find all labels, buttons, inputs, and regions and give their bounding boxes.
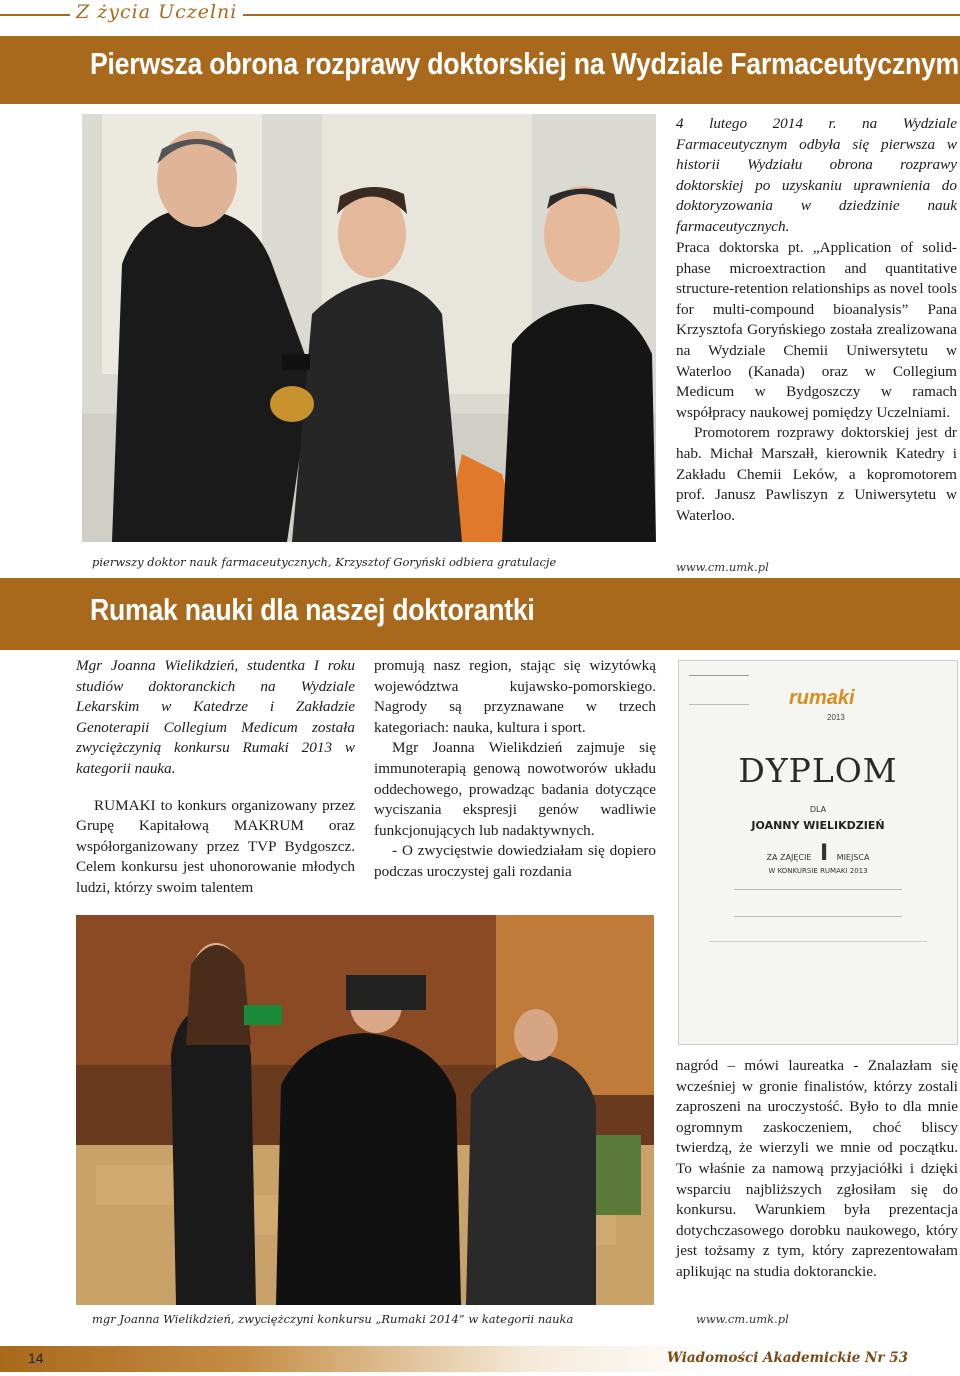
article1-source: www.cm.umk.pl [676, 560, 769, 574]
diploma-signatures [709, 941, 927, 1001]
diploma-logo-year: 2013 [827, 713, 845, 722]
diploma-title: DYPLOM [738, 751, 898, 790]
diploma-signature-mark [689, 675, 749, 705]
article2-col2-paragraph-1: promują nasz region, stając się wizytówką województwa kujawsko-pomorskiego. Nagrody są przyznawane w trzech kategoriach: nauka, kultura i sport. [374, 657, 656, 736]
article2-col2-paragraph-3: - O zwycięstwie dowiedziałam się dopiero podczas uroczystej gali rozdania [374, 842, 656, 880]
diploma-place-number: I [819, 841, 829, 866]
diploma-text-lines [734, 889, 902, 917]
article1-photo-caption: pierwszy doktor nauk farmaceutycznych, Krzysztof Goryński odbiera gratulacje [92, 555, 557, 569]
article1-title: Pierwsza obrona rozprawy doktorskiej na Wydziale Farmaceutycznym [90, 46, 960, 81]
article1-photo [82, 114, 656, 542]
article2-title-banner [0, 578, 960, 650]
diploma-place-prefix: ZA ZAJĘCIE [766, 853, 812, 862]
article2-lead: Mgr Joanna Wielikdzień, studentka I roku studiów doktoranckich na Wydziale Lekarskim w Katedrze i Zakładzie Genoterapii Collegium Medicum została zwyciężczynią konkursu Rumaki 2013 w kategorii nauka. [76, 657, 355, 777]
diploma-place [679, 841, 957, 866]
article2-column-1 [76, 656, 355, 899]
article1-body [676, 238, 957, 526]
diploma-image [678, 660, 958, 1045]
diploma-logo: rumaki [789, 687, 855, 709]
article2-title: Rumak nauki dla naszej doktorantki [90, 592, 535, 627]
article2-col3-paragraph: nagród – mówi laureatka - Znalazłam się wcześniej w gronie finalistów, którzy zostali zaproszeni na uroczystość. Było to dla mnie ogromnym zaskoczeniem, choć bliscy twierdzą, że wierzyli we mnie od początku. To właśnie za namową przyjaciółki i dzięki wsparciu najbliższych zgłosiłam się do konkursu. Warunkiem była prezentacja dotychczasowego dorobku naukowego, który jest tożsamy z tym, który zaprezentowałam aplikując na studia doktoranckie. [676, 1057, 958, 1280]
article1-lead: 4 lutego 2014 r. na Wydziale Farmaceutycznym odbyła się pierwsza w historii Wydziału obrona rozprawy doktorskiej po uzyskaniu uprawnienia do doktoryzowania w dziedzinie nauk farmaceutycznych. [676, 115, 957, 235]
article1-body-paragraph-2: Promotorem rozprawy doktorskiej jest dr hab. Michał Marszałł, kierownik Katedry i Zakładu Chemii Leków, a kopromotorem prof. Janusz Pawliszyn z Uniwersytetu w Waterloo. [676, 424, 957, 524]
diploma-contest: W KONKURSIE RUMAKI 2013 [768, 867, 868, 875]
article2-photo-caption: mgr Joanna Wielikdzień, zwyciężczyni konkursu „Rumaki 2014” w kategorii nauka [92, 1312, 574, 1326]
magazine-name: Wiadomości Akademickie Nr 53 [666, 1350, 908, 1366]
diploma-place-suffix: MIEJSCA [836, 853, 870, 862]
article2-source: www.cm.umk.pl [696, 1312, 789, 1326]
article1-body-paragraph-1: Praca doktorska pt. „Application of solid-phase microextraction and quantitative structure-retention relationships as novel tools for multi-compound bioanalysis” Pana Krzysztofa Goryńskiego została zrealizowana na Wydziale Chemii Uniwersytetu w Waterloo (Kanada) oraz w Collegium Medicum w Bydgoszczy w ramach współpracy naukowej pomiędzy Uczelniami. [676, 239, 957, 421]
article2-column-3 [676, 1056, 958, 1283]
diploma-for-label: DLA [809, 805, 827, 814]
section-tag: Z życia Uczelni [70, 1, 243, 23]
article2-column-2 [374, 656, 656, 883]
page-number: 14 [28, 1350, 44, 1366]
article2-col2-paragraph-2: Mgr Joanna Wielikdzień zajmuje się immunoterapią genową nowotworów układu oddechowego, prowadząc badania dotyczące wyciszania ekspresji genów wadliwie funkcjonujących lub nadaktywnych. [374, 739, 656, 839]
article1-title-banner [0, 36, 960, 104]
article2-photo [76, 915, 654, 1305]
diploma-recipient: JOANNY WIELIKDZIEŃ [751, 819, 885, 832]
article2-col1-paragraph: RUMAKI to konkurs organizowany przez Grupę Kapitałową MAKRUM oraz współorganizowany przez TVP Bydgoszcz. Celem konkursu jest uhonorowanie młodych ludzi, którzy swoim talentem [76, 796, 355, 896]
